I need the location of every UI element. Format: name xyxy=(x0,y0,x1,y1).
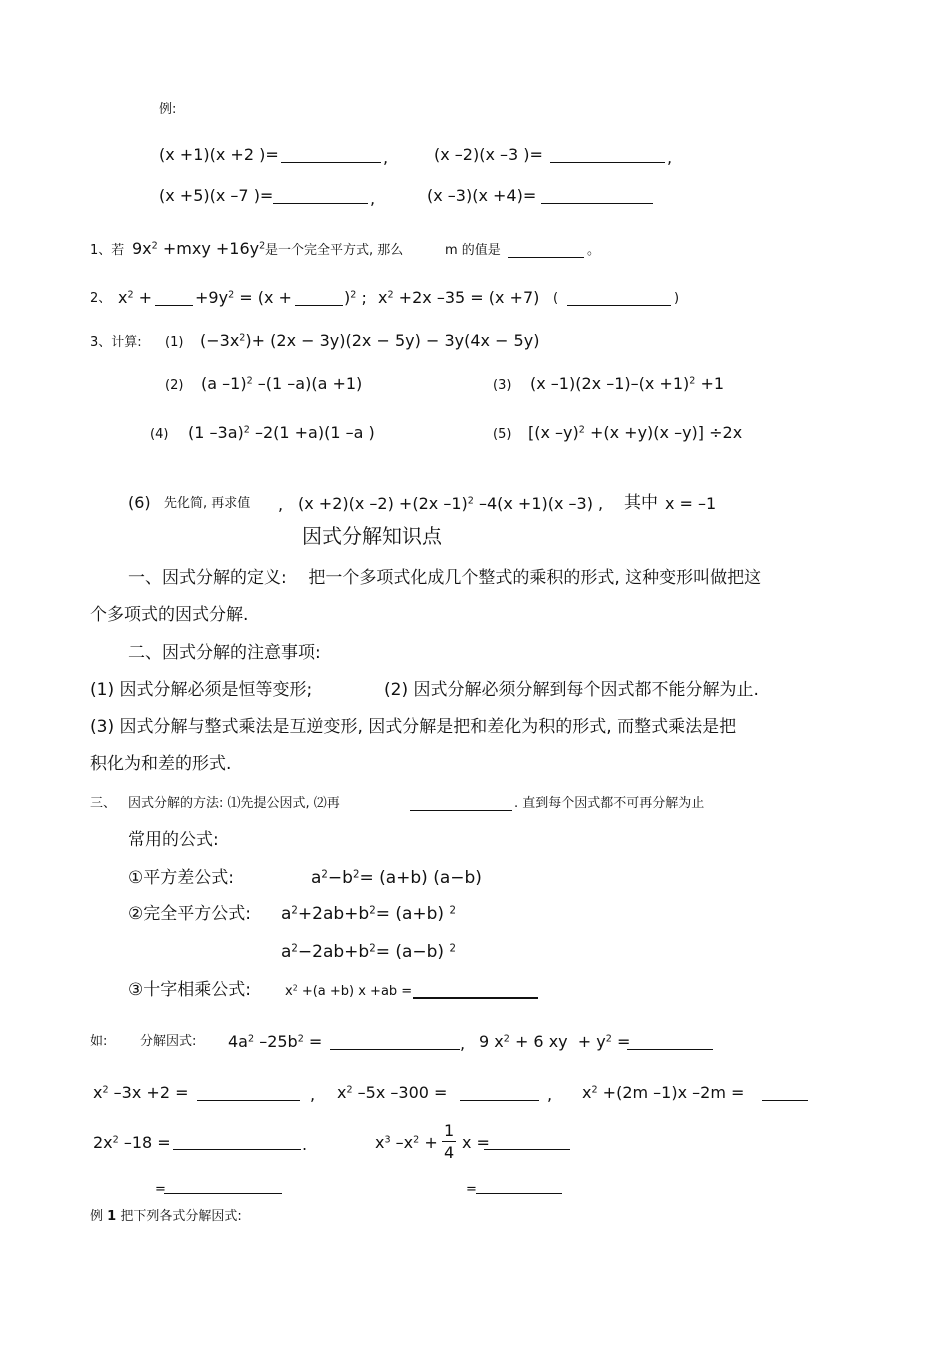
formulas-title: 常用的公式: xyxy=(128,830,219,850)
example-expr-4: (x –3)(x +4)= xyxy=(427,186,542,205)
q3-part6-expr: (x +2)(x –2) +(2x –1)$^2$ –4(x +1)(x –3) , xyxy=(298,494,604,513)
answer-blank[interactable] xyxy=(550,162,665,163)
factor-label-2: 分解因式: xyxy=(140,1034,197,1049)
notes-item-3-line-2: 积化为和差的形式. xyxy=(90,754,232,774)
answer-blank[interactable] xyxy=(762,1100,808,1101)
q3-part6-text: 先化简, 再求值 xyxy=(164,496,251,511)
answer-blank[interactable] xyxy=(484,1149,570,1150)
example-1-heading: 例 1 把下列各式分解因式: xyxy=(90,1209,242,1224)
notes-item-1: (1) 因式分解必须是恒等变形; xyxy=(90,680,313,700)
q2-expr-d: $x^2 +2x$ –35 = (x +7) xyxy=(378,288,540,307)
methods-tail: . 直到每个因式都不可再分解为止 xyxy=(514,796,705,811)
fraction-one-quarter xyxy=(442,1123,456,1161)
section-title: 因式分解知识点 xyxy=(302,524,442,548)
answer-blank[interactable] xyxy=(508,257,584,258)
answer-blank[interactable] xyxy=(330,1049,460,1050)
answer-blank[interactable] xyxy=(273,203,368,204)
separator: , xyxy=(460,1034,466,1053)
factor-step-equals-2: = xyxy=(466,1182,477,1197)
notes-title: 二、因式分解的注意事项: xyxy=(128,643,321,663)
q2-expr-b: $+9y^2 = (x$ + xyxy=(195,288,292,307)
formula-3-expr: $a^2-2ab+b^2= (a-b)$ $^2$ xyxy=(281,942,456,962)
q3-part1-label: (1) xyxy=(165,335,184,350)
answer-blank[interactable] xyxy=(155,305,193,306)
factor-expr-3: $x^2$ –3x +2 = xyxy=(93,1083,189,1102)
example-expr-3: (x +5)(x –7 )= xyxy=(159,186,279,205)
q3-part2-expr: (a –1)$^2$ –(1 –a)(a +1) xyxy=(201,374,363,393)
q3-part6-value: x = –1 xyxy=(665,494,717,513)
q3-part4-label: (4) xyxy=(150,427,169,442)
formula-4-label: ③十字相乘公式: xyxy=(128,980,251,1000)
answer-blank[interactable] xyxy=(295,305,343,306)
factor-expr-2: 9 $x^2 + 6$ xy + $y^2$ = xyxy=(479,1032,631,1051)
answer-blank[interactable] xyxy=(567,305,671,306)
factor-expr-7-tail: x = xyxy=(462,1133,490,1152)
answer-blank[interactable] xyxy=(541,203,653,204)
q3-part6-comma: , xyxy=(278,495,284,514)
q2-paren-open: ( xyxy=(553,291,559,306)
separator: , xyxy=(547,1085,553,1104)
q3-part5-label: (5) xyxy=(493,427,512,442)
q1-text-2: m 的值是 xyxy=(445,243,501,258)
q3-part4-expr: (1 –3a)$^2$ –2(1 +a)(1 –a ) xyxy=(188,423,375,442)
factor-label: 如: xyxy=(90,1034,108,1049)
formula-1-label: ①平方差公式: xyxy=(128,868,234,888)
q3-part2-label: (2) xyxy=(165,378,184,393)
separator: , xyxy=(310,1085,316,1104)
answer-blank[interactable] xyxy=(627,1049,713,1050)
notes-item-2: (2) 因式分解必须分解到每个因式都不能分解为止. xyxy=(384,680,759,700)
example-expr-2: (x –2)(x –3 )= xyxy=(434,145,549,164)
answer-blank[interactable] xyxy=(413,997,538,999)
formula-4-expr: $x^2 +(a +b)$ x +ab = xyxy=(285,983,413,999)
formula-2-expr: $a^2+2ab+b^2= (a+b)$ $^2$ xyxy=(281,904,456,924)
separator: , xyxy=(383,148,389,167)
q2-expr-a: $x^2$ + xyxy=(118,288,153,307)
formula-1-expr: $a^2-b^2= (a+b)$ (a−b) xyxy=(311,868,482,888)
q2-paren-close: ) xyxy=(674,291,680,306)
q3-part1-expr: $(-3x^2)+ (2x - 3y)(2x - 5y) - 3y(4x - 5y)$ xyxy=(200,331,540,350)
formula-2-label: ②完全平方公式: xyxy=(128,904,251,924)
answer-blank[interactable] xyxy=(281,162,381,163)
factor-expr-1: $4a^2$ $-25b^2$ = xyxy=(228,1032,323,1051)
definition-line-2: 个多项式的因式分解. xyxy=(90,605,249,625)
q1-end: 。 xyxy=(587,243,601,258)
factor-expr-6: $2x^2$ –18 = xyxy=(93,1133,171,1152)
q3-part3-label: (3) xyxy=(493,378,512,393)
separator: . xyxy=(302,1135,308,1154)
methods-text: 因式分解的方法: ⑴先提公因式, ⑵再 xyxy=(128,796,340,811)
answer-blank[interactable] xyxy=(173,1149,301,1150)
separator: , xyxy=(667,148,673,167)
factor-expr-5: $x^2 +(2m$ –1)x –2m = xyxy=(582,1083,745,1102)
answer-blank[interactable] xyxy=(164,1193,282,1194)
q1-text: 是一个完全平方式, 那么 xyxy=(265,243,404,258)
q2-expr-c: )$^2$ ; xyxy=(344,288,367,307)
q2-number: 2、 xyxy=(90,291,112,306)
answer-blank[interactable] xyxy=(476,1193,562,1194)
definition-line-1: 一、因式分解的定义: 把一个多项式化成几个整式的乘积的形式, 这种变形叫做把这 xyxy=(128,568,762,588)
fraction-numerator: 1 xyxy=(444,1121,455,1140)
q3-part6-label: (6) xyxy=(128,493,151,512)
q3-part6-where: 其中 xyxy=(624,493,658,513)
q3-number: 3、计算: xyxy=(90,335,142,350)
q1-expression: $9x^2 +mxy +16y^2$ xyxy=(132,239,266,258)
q3-part3-expr: (x –1)(2x $-1)-(x +1)^2 +1$ xyxy=(530,374,725,393)
q3-part5-expr: [(x –y)$^2$ +(x +y)(x –y)] ÷2x xyxy=(528,423,743,442)
fraction-denominator: 4 xyxy=(444,1143,455,1162)
example-expr-1: (x +1)(x +2 )= xyxy=(159,145,284,164)
example-label: 例: xyxy=(159,102,177,117)
notes-item-3-line-1: (3) 因式分解与整式乘法是互逆变形, 因式分解是把和差化为积的形式, 而整式乘法是把 xyxy=(90,717,737,737)
factor-expr-7: $x^3$ $-x^2$ + xyxy=(375,1133,438,1152)
methods-number: 三、 xyxy=(90,796,117,811)
answer-blank[interactable] xyxy=(460,1100,539,1101)
factor-step-equals-1: = xyxy=(155,1182,166,1197)
factor-expr-4: $x^2$ –5x –300 = xyxy=(337,1083,448,1102)
separator: , xyxy=(370,189,376,208)
answer-blank[interactable] xyxy=(197,1100,300,1101)
answer-blank[interactable] xyxy=(410,810,512,811)
q1-number: 1、若 xyxy=(90,243,125,258)
